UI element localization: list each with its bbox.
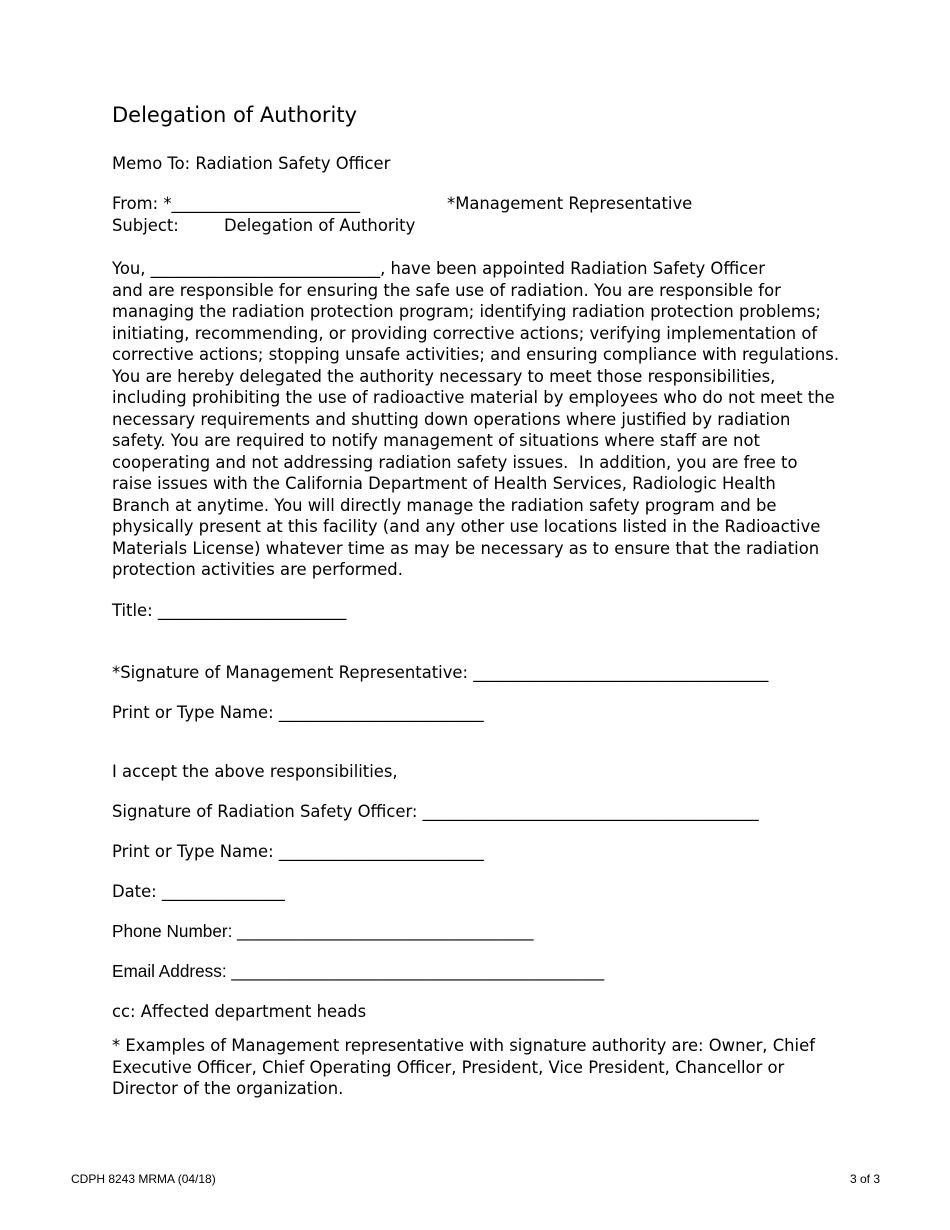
page-title: Delegation of Authority: [112, 103, 358, 127]
body-line: and are responsible for ensuring the safe use of radiation. You are responsible for: [112, 280, 781, 300]
body-line: physically present at this facility (and any other use locations listed in the Radioactive: [112, 517, 821, 536]
footnote-line: Director of the organization.: [112, 1079, 344, 1098]
cc-line: cc: Affected department heads: [112, 1002, 367, 1021]
subject-value: Delegation of Authority: [224, 216, 416, 235]
date-field[interactable]: Date: _______________: [112, 882, 285, 901]
body-paragraph: [112, 258, 842, 581]
body-line: Branch at anytime. You will directly manage the radiation safety program and be: [112, 495, 777, 515]
body-line: necessary requirements and shutting down operations where justified by radiation: [112, 409, 791, 429]
subject-label: Subject:: [112, 216, 179, 235]
footnote-line: Executive Officer, Chief Operating Officer, President, Vice President, Chancellor or: [112, 1057, 785, 1077]
footnote-line: * Examples of Management representative with signature authority are: Owner, Chief: [112, 1036, 815, 1055]
management-print-name-field[interactable]: Print or Type Name: _________________________: [112, 703, 484, 722]
body-line: corrective actions; stopping unsafe activities; and ensuring compliance with regulations.: [112, 345, 840, 364]
accept-statement: I accept the above responsibilities,: [112, 762, 398, 781]
body-line: including prohibiting the use of radioactive material by employees who do not meet the: [112, 388, 835, 407]
title-field[interactable]: Title: _______________________: [112, 601, 347, 620]
body-line: initiating, recommending, or providing corrective actions; verifying implementation of: [112, 323, 818, 343]
form-id: CDPH 8243 MRMA (04/18): [71, 1172, 216, 1186]
body-line: managing the radiation protection program; identifying radiation protection problems;: [112, 302, 821, 321]
from-line: From: *_______________________: [112, 194, 361, 213]
body-line: safety. You are required to notify management of situations where staff are not: [112, 431, 760, 450]
management-representative-label: *Management Representative: [447, 194, 693, 213]
management-signature-field[interactable]: *Signature of Management Representative: ____________________________________: [112, 663, 769, 682]
page-number: 3 of 3: [849, 1172, 880, 1186]
body-line: protection activities are performed.: [112, 560, 403, 579]
body-line: Materials License) whatever time as may be necessary as to ensure that the radiation: [112, 538, 820, 558]
phone-number-field[interactable]: Phone Number: _______________________________: [112, 921, 534, 941]
body-line: cooperating and not addressing radiation safety issues. In addition, you are free to: [112, 452, 798, 472]
memo-to-line: Memo To: Radiation Safety Officer: [112, 154, 391, 173]
footnote: [112, 1035, 842, 1100]
email-address-field[interactable]: Email Address: _______________________________________: [112, 961, 605, 981]
rso-print-name-field[interactable]: Print or Type Name: _________________________: [112, 842, 484, 861]
body-line: raise issues with the California Department of Health Services, Radiologic Health: [112, 474, 776, 493]
body-line: You are hereby delegated the authority necessary to meet those responsibilities,: [112, 366, 776, 386]
rso-signature-field[interactable]: Signature of Radiation Safety Officer: _________________________________________: [112, 802, 759, 821]
body-line: You, ____________________________, have been appointed Radiation Safety Officer: [112, 259, 766, 278]
